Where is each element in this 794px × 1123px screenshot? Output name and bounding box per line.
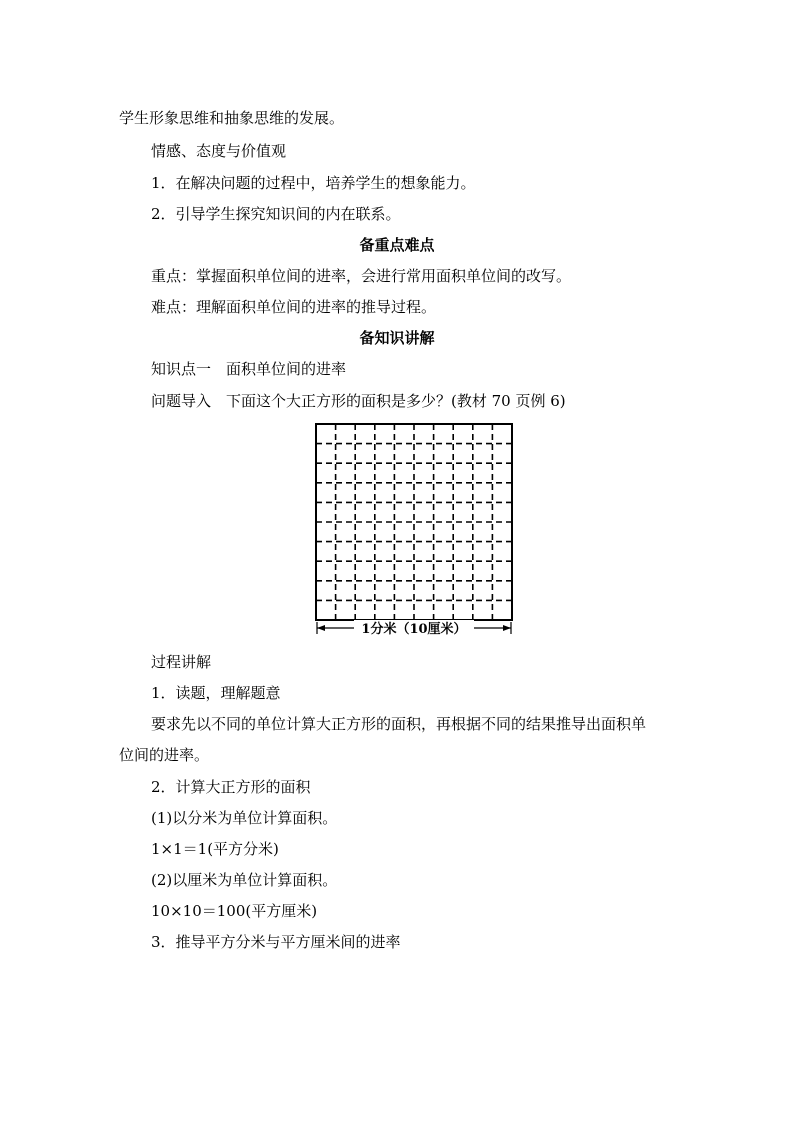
sub-step-2: (2)以厘米为单位计算面积。 [151,871,338,889]
step-2-title: 2．计算大正方形的面积 [151,778,311,796]
step-1-text-cont: 位间的进率。 [119,746,210,764]
list-item-1: 1．在解决问题的过程中，培养学生的想象能力。 [151,174,476,192]
sub-step-1: (1)以分米为单位计算面积。 [151,809,338,827]
outer-square [316,424,512,620]
heading-knowledge: 备知识讲解 [359,329,435,347]
grid-lines [316,424,512,620]
step-1-title: 1．读题，理解题意 [151,684,281,702]
paragraph-continuation: 学生形象思维和抽象思维的发展。 [119,109,345,127]
arrow-left-icon [317,625,325,631]
knowledge-point-title: 知识点一 面积单位间的进率 [151,360,347,378]
section-title-process: 过程讲解 [151,653,212,671]
difficulty-text: 难点：理解面积单位间的进率的推导过程。 [151,298,437,316]
equation-2: 10×10＝100(平方厘米) [151,902,318,920]
arrow-right-icon [503,625,511,631]
heading-key-points: 备重点难点 [359,236,435,254]
key-point-text: 重点：掌握面积单位间的进率，会进行常用面积单位间的改写。 [151,267,572,285]
dimension-label: 1分米（10厘米） [361,622,467,637]
step-3-title: 3．推导平方分米与平方厘米间的进率 [151,933,401,951]
list-item-2: 2．引导学生探究知识间的内在联系。 [151,205,401,223]
step-1-text: 要求先以不同的单位计算大正方形的面积，再根据不同的结果推导出面积单 [151,715,647,733]
section-title-emotion: 情感、态度与价值观 [151,142,287,160]
grid-svg [312,420,518,640]
square-grid-figure [312,420,518,640]
equation-1: 1×1＝1(平方分米) [151,840,279,858]
question-intro: 问题导入 下面这个大正方形的面积是多少？(教材 70 页例 6) [151,392,566,410]
